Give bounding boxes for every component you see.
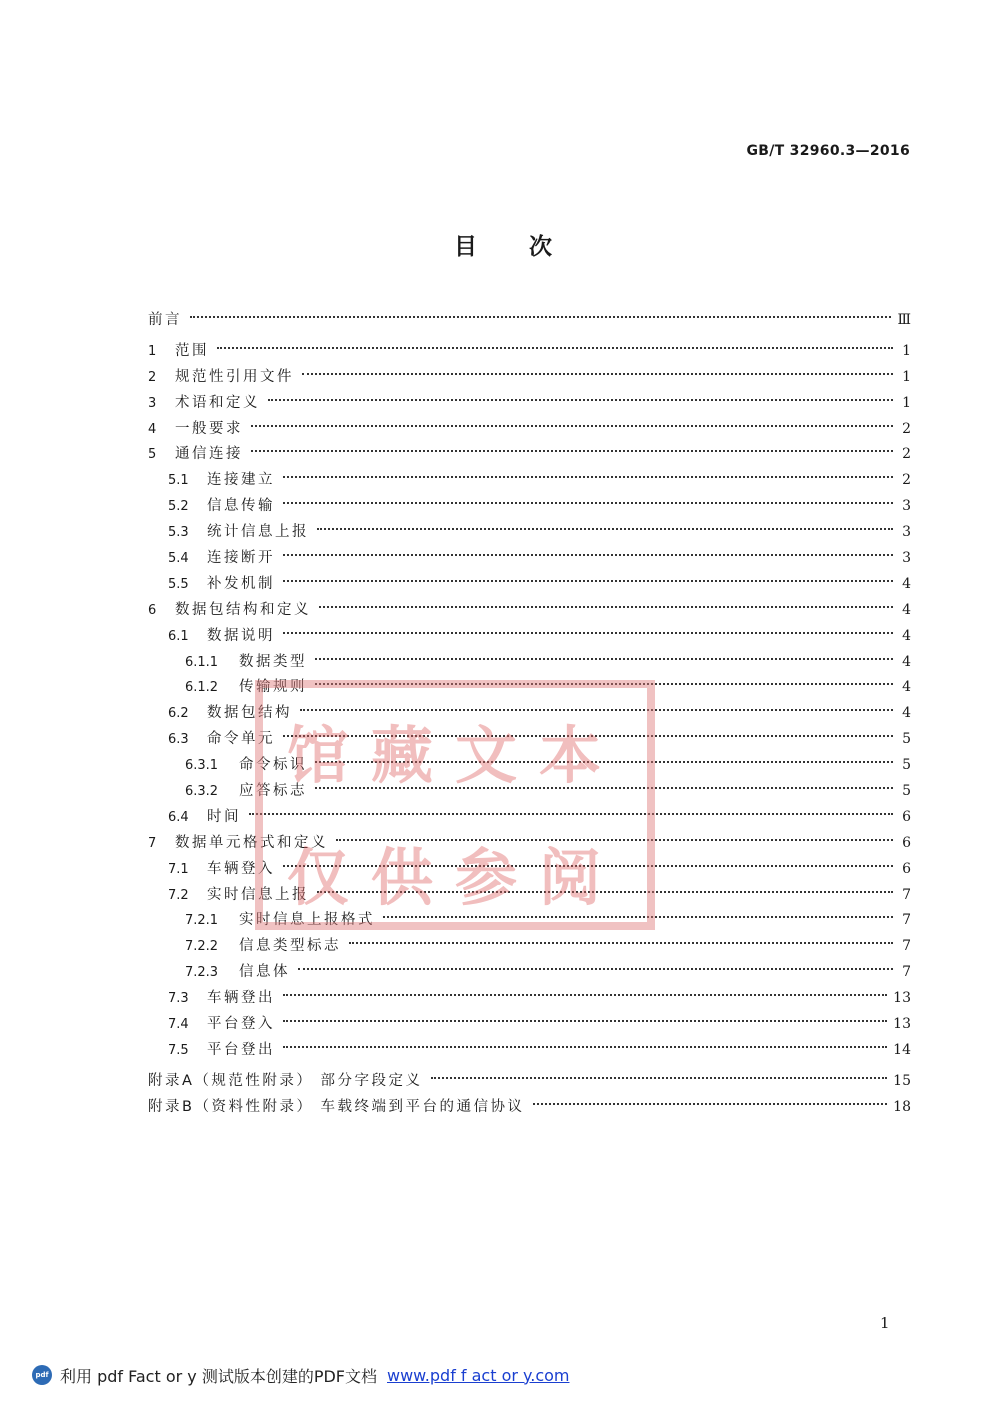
toc-entry-page: 4 — [902, 653, 911, 670]
toc-dot-leader — [283, 632, 893, 634]
toc-entry-number: 5 — [148, 447, 157, 463]
toc-entry-label: 规范性引用文件 — [175, 368, 294, 385]
toc-dot-leader — [283, 1046, 887, 1048]
toc-dot-leader — [283, 865, 893, 867]
toc-dot-leader — [302, 373, 893, 375]
toc-entry[interactable] — [148, 572, 911, 598]
toc-entry-label: 数据单元格式和定义 — [175, 834, 328, 851]
toc-dot-leader — [533, 1103, 888, 1105]
toc-entry[interactable] — [148, 831, 911, 857]
toc-entry[interactable] — [148, 779, 911, 805]
toc-entry-number: 6.1 — [168, 628, 189, 644]
toc-entry[interactable] — [148, 308, 911, 334]
toc-entry-number: 6.4 — [168, 809, 189, 825]
toc-entry[interactable] — [148, 934, 911, 960]
toc-entry[interactable] — [148, 805, 911, 831]
toc-dot-leader — [315, 683, 893, 685]
toc-entry-page: Ⅲ — [897, 312, 911, 328]
toc-entry[interactable] — [148, 727, 911, 753]
toc-entry-label: 命令单元 — [207, 731, 275, 748]
toc-entry-label: 前言 — [148, 312, 182, 328]
toc-entry-page: 7 — [902, 964, 911, 981]
toc-entry-number: 7.3 — [168, 991, 189, 1007]
toc-entry-page: 3 — [902, 498, 911, 515]
toc-dot-leader — [300, 709, 893, 711]
footer-text: 利用 pdf Fact or y 测试版本创建的PDF文档 — [60, 1366, 377, 1386]
toc-entry[interactable] — [148, 1012, 911, 1038]
toc-entry-label: 数据包结构和定义 — [175, 601, 311, 618]
toc-dot-leader — [317, 891, 893, 893]
toc-entry-label: 实时信息上报格式 — [239, 912, 375, 929]
toc-entry-label: 统计信息上报 — [207, 524, 309, 541]
toc-dot-leader — [383, 916, 893, 918]
toc-dot-leader — [315, 787, 893, 789]
toc-entry-number: 5.1 — [168, 473, 189, 489]
toc-entry-number: 7.2.3 — [185, 965, 219, 981]
stamp-line-1: 馆藏文本 — [286, 719, 623, 792]
toc-entry-page: 3 — [902, 550, 911, 567]
toc-entry[interactable] — [148, 857, 911, 883]
toc-entry[interactable] — [148, 624, 911, 650]
toc-entry-label: 信息传输 — [207, 498, 275, 515]
toc-entry-label: 术语和定义 — [175, 394, 260, 411]
toc-entry[interactable] — [148, 1069, 911, 1095]
toc-entry-label: 信息体 — [239, 964, 290, 981]
toc-entry[interactable] — [148, 701, 911, 727]
toc-entry-label: 车辆登入 — [207, 860, 275, 877]
page-title: 目次 — [454, 234, 604, 260]
toc-dot-leader — [268, 399, 893, 401]
toc-entry[interactable] — [148, 546, 911, 572]
toc-entry-label: 平台登入 — [207, 1016, 275, 1033]
toc-entry-label: 通信连接 — [175, 446, 243, 463]
toc-dot-leader — [283, 735, 893, 737]
toc-entry-label: 附录B（资料性附录） 车载终端到平台的通信协议 — [148, 1098, 525, 1115]
toc-entry[interactable] — [148, 365, 911, 391]
toc-dot-leader — [283, 1020, 887, 1022]
toc-entry[interactable] — [148, 520, 911, 546]
toc-entry[interactable] — [148, 468, 911, 494]
toc-entry-number: 5.2 — [168, 499, 189, 515]
standard-code: GB/T 32960.3—2016 — [746, 143, 910, 159]
toc-entry-number: 7.2.1 — [185, 913, 219, 929]
toc-entry-page: 18 — [893, 1098, 911, 1115]
toc-entry-number: 7 — [148, 835, 157, 851]
toc-entry-number: 2 — [148, 369, 157, 385]
toc-entry-page: 2 — [902, 446, 911, 463]
toc-dot-leader — [298, 968, 893, 970]
toc-entry-page: 15 — [893, 1072, 911, 1089]
page-number: 1 — [880, 1314, 890, 1332]
toc-entry-label: 连接断开 — [207, 550, 275, 567]
toc-entry[interactable] — [148, 339, 911, 365]
toc-dot-leader — [336, 839, 893, 841]
toc-entry-page: 4 — [902, 601, 911, 618]
toc-entry[interactable] — [148, 960, 911, 986]
toc-entry-page: 1 — [902, 342, 911, 359]
toc-entry-page: 13 — [893, 1016, 911, 1033]
toc-dot-leader — [283, 554, 893, 556]
toc-entry-page: 7 — [902, 938, 911, 955]
toc-dot-leader — [251, 450, 893, 452]
toc-entry[interactable] — [148, 908, 911, 934]
toc-dot-leader — [319, 606, 893, 608]
toc-entry[interactable] — [148, 1038, 911, 1064]
toc-entry-page: 5 — [902, 783, 911, 800]
toc-entry-number: 7.5 — [168, 1042, 189, 1058]
toc-entry-label: 平台登出 — [207, 1041, 275, 1058]
toc-entry-number: 7.1 — [168, 861, 189, 877]
table-of-contents — [148, 308, 911, 1121]
toc-dot-leader — [431, 1077, 888, 1079]
toc-dot-leader — [283, 476, 893, 478]
toc-entry-page: 13 — [893, 990, 911, 1007]
toc-entry-number: 3 — [148, 395, 157, 411]
toc-entry-label: 范围 — [175, 342, 209, 359]
toc-entry-label: 车辆登出 — [207, 990, 275, 1007]
toc-dot-leader — [249, 813, 893, 815]
toc-entry-number: 7.4 — [168, 1017, 189, 1033]
toc-entry-label: 信息类型标志 — [239, 938, 341, 955]
toc-entry-number: 6 — [148, 602, 157, 618]
toc-entry-page: 4 — [902, 679, 911, 696]
pdf-icon: pdf — [32, 1365, 52, 1385]
toc-entry[interactable] — [148, 650, 911, 676]
toc-entry[interactable] — [148, 675, 911, 701]
toc-dot-leader — [315, 761, 893, 763]
toc-entry-page: 1 — [902, 394, 911, 411]
toc-entry-number: 6.3 — [168, 732, 189, 748]
toc-dot-leader — [190, 316, 891, 318]
toc-entry-number: 1 — [148, 343, 157, 359]
toc-entry-number: 7.2.2 — [185, 939, 219, 955]
footer-link[interactable]: www.pdf f act or y.com — [387, 1365, 570, 1385]
toc-entry-number: 4 — [148, 421, 157, 437]
toc-dot-leader — [283, 994, 887, 996]
toc-entry-page: 6 — [902, 808, 911, 825]
toc-entry-label: 一般要求 — [175, 420, 243, 437]
toc-entry[interactable] — [148, 598, 911, 624]
footer — [32, 1362, 569, 1388]
toc-entry-label: 数据包结构 — [207, 705, 292, 722]
toc-entry-page: 3 — [902, 524, 911, 541]
toc-entry-page: 6 — [902, 834, 911, 851]
toc-entry-number: 6.1.2 — [185, 680, 219, 696]
toc-entry[interactable] — [148, 753, 911, 779]
toc-entry-number: 6.3.1 — [185, 758, 219, 774]
toc-entry[interactable] — [148, 442, 911, 468]
toc-entry-number: 6.2 — [168, 706, 189, 722]
toc-entry-page: 4 — [902, 627, 911, 644]
toc-dot-leader — [283, 502, 893, 504]
toc-entry-number: 5.5 — [168, 576, 189, 592]
stamp-line-2: 仅供参阅 — [286, 841, 623, 914]
toc-entry-label: 传输规则 — [239, 679, 307, 696]
toc-entry-label: 数据说明 — [207, 627, 275, 644]
toc-entry-page: 6 — [902, 860, 911, 877]
toc-entry-page: 2 — [902, 472, 911, 489]
toc-entry-page: 7 — [902, 912, 911, 929]
toc-entry-label: 应答标志 — [239, 783, 307, 800]
toc-dot-leader — [283, 580, 893, 582]
toc-dot-leader — [317, 528, 893, 530]
toc-entry[interactable] — [148, 417, 911, 443]
toc-entry-label: 数据类型 — [239, 653, 307, 670]
toc-entry[interactable] — [148, 986, 911, 1012]
toc-entry[interactable] — [148, 391, 911, 417]
toc-entry-label: 连接建立 — [207, 472, 275, 489]
toc-entry-number: 5.4 — [168, 551, 189, 567]
toc-entry[interactable] — [148, 1095, 911, 1121]
toc-entry[interactable] — [148, 494, 911, 520]
toc-entry[interactable] — [148, 883, 911, 909]
toc-entry-page: 1 — [902, 368, 911, 385]
toc-entry-page: 7 — [902, 886, 911, 903]
toc-dot-leader — [217, 347, 893, 349]
toc-entry-page: 5 — [902, 731, 911, 748]
toc-entry-page: 14 — [893, 1041, 911, 1058]
toc-dot-leader — [315, 658, 893, 660]
toc-entry-label: 时间 — [207, 808, 241, 825]
toc-entry-number: 5.3 — [168, 525, 189, 541]
toc-entry-label: 附录A（规范性附录） 部分字段定义 — [148, 1072, 423, 1089]
toc-entry-page: 2 — [902, 420, 911, 437]
toc-dot-leader — [349, 942, 893, 944]
toc-entry-page: 5 — [902, 757, 911, 774]
toc-entry-number: 6.1.1 — [185, 654, 219, 670]
toc-entry-label: 补发机制 — [207, 575, 275, 592]
toc-entry-page: 4 — [902, 705, 911, 722]
toc-entry-number: 7.2 — [168, 887, 189, 903]
toc-entry-page: 4 — [902, 575, 911, 592]
toc-entry-number: 6.3.2 — [185, 784, 219, 800]
toc-entry-label: 命令标识 — [239, 757, 307, 774]
toc-entry-label: 实时信息上报 — [207, 886, 309, 903]
toc-dot-leader — [251, 425, 893, 427]
